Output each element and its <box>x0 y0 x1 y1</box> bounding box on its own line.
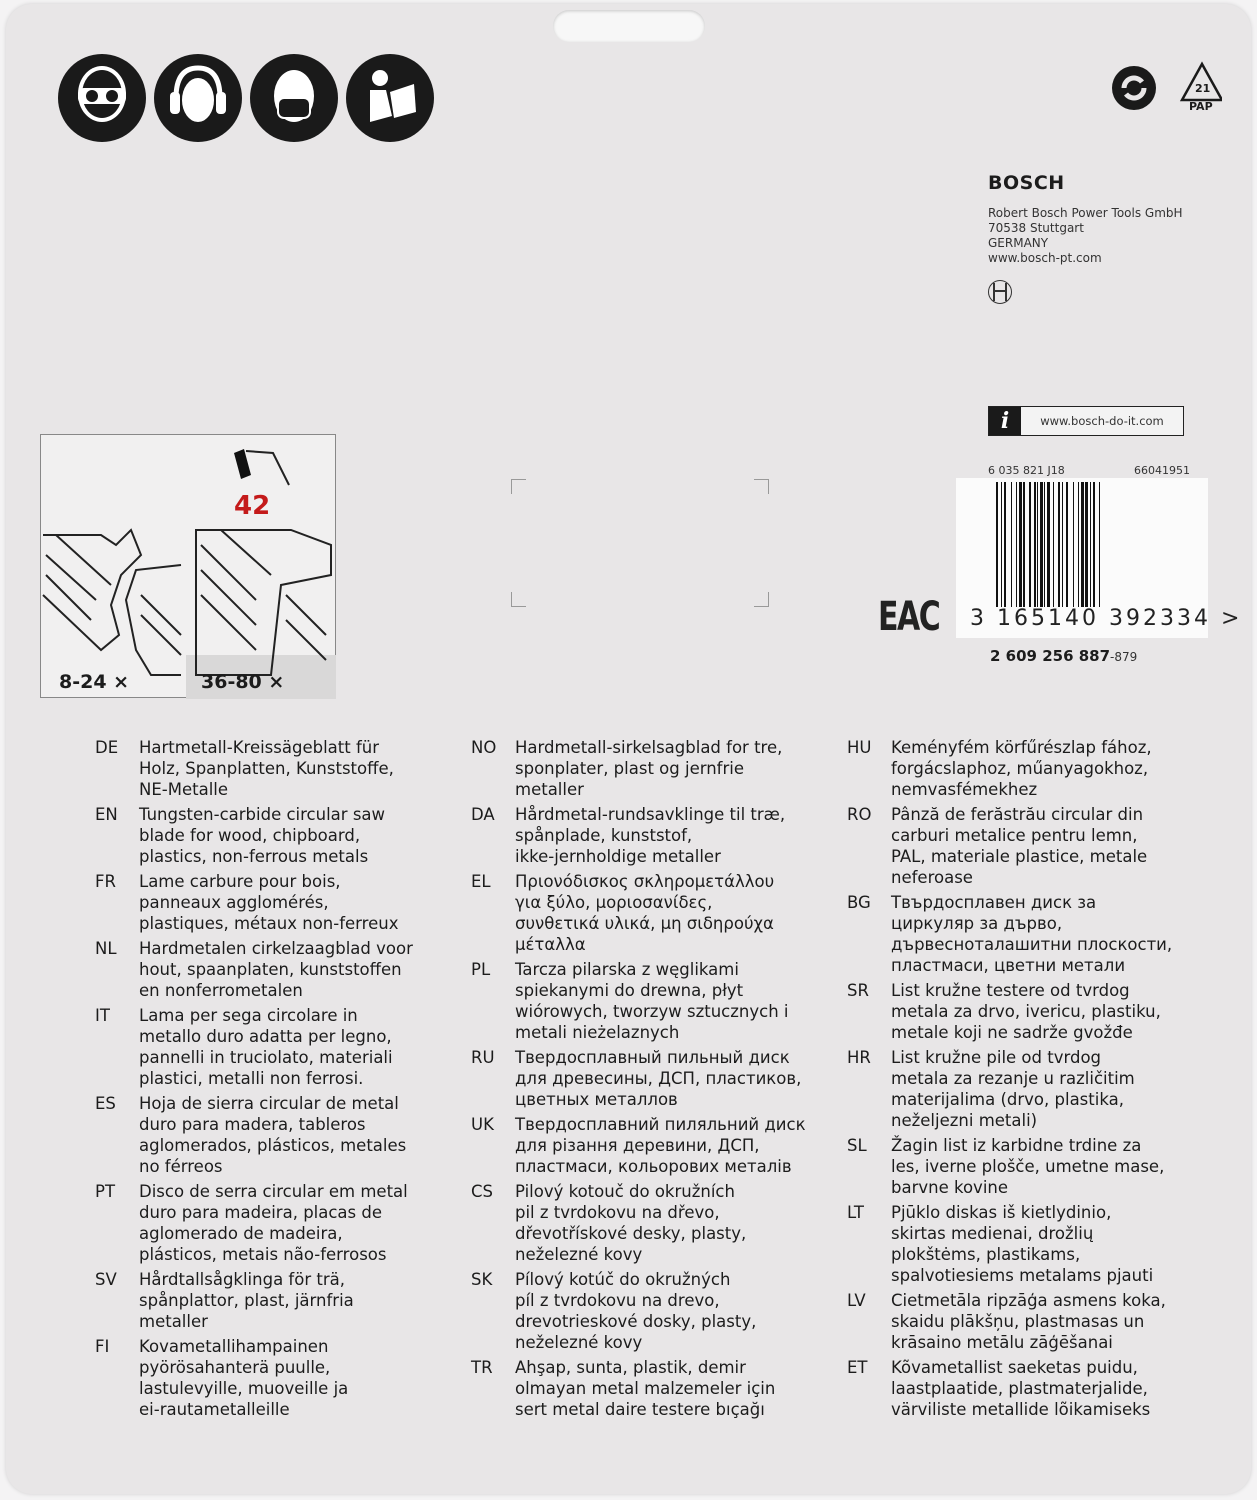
tooth-count: 42 <box>234 491 271 521</box>
description <box>891 737 1152 800</box>
description-line: spalvotiesiems metalams pjauti <box>891 1266 1154 1285</box>
language-code: ES <box>95 1094 116 1113</box>
language-entry <box>95 871 465 934</box>
description-line: spiekanymi do drewna, płyt <box>515 981 744 1000</box>
description-line: pyörösahanterä puulle, <box>139 1358 331 1377</box>
description <box>139 804 385 867</box>
description-line: Hoja de sierra circular de metal <box>139 1094 399 1113</box>
bosch-armature-icon <box>988 280 1012 304</box>
description-line: krāsaino metālu zāģēšanai <box>891 1333 1113 1352</box>
manufacturer-address <box>988 206 1183 266</box>
description-line: aglomerado de madeira, <box>139 1224 343 1243</box>
description-line: Lame carbure pour bois, <box>139 872 341 891</box>
description-line: Kovametallihampainen <box>139 1337 329 1356</box>
description-line: plastics, non-ferrous metals <box>139 847 369 866</box>
brand-name: BOSCH <box>988 172 1065 194</box>
description-line: sponplater, plast og jernfrie <box>515 759 744 778</box>
description-line: plásticos, metais não-ferrosos <box>139 1245 387 1264</box>
description-line: skirtas medienai, drožlių <box>891 1224 1094 1243</box>
description <box>891 892 1172 976</box>
description-line: Hårdtallsågklinga för trä, <box>139 1270 345 1289</box>
description <box>891 1290 1166 1353</box>
language-code: LV <box>847 1291 866 1310</box>
description-line: συνθετικά υλικά, μη σιδηρούχα <box>515 914 774 933</box>
description-line: duro para madera, tableros <box>139 1115 366 1134</box>
recycle-material: PAP <box>1189 100 1213 113</box>
language-entry <box>471 1357 841 1420</box>
cut-quality-illustration <box>41 435 337 699</box>
language-entry <box>471 737 841 800</box>
description-line: ikke-jernholdige metaller <box>515 847 721 866</box>
description-line: Lama per sega circolare in <box>139 1006 358 1025</box>
description-line: Hardmetalen cirkelzaagblad voor <box>139 939 413 958</box>
description-line: цветных металлов <box>515 1090 678 1109</box>
info-icon: i <box>989 407 1021 435</box>
description-line: blade for wood, chipboard, <box>139 826 361 845</box>
language-code: FI <box>95 1337 110 1356</box>
description <box>139 938 413 1001</box>
description-line: metaller <box>515 780 584 799</box>
language-code: HU <box>847 738 872 757</box>
language-code: PL <box>471 960 491 979</box>
language-code: EN <box>95 805 118 824</box>
description-line: Hardmetall-sirkelsagblad for tre, <box>515 738 783 757</box>
language-entry <box>847 980 1217 1043</box>
fine-cut-label: 36-80 × <box>201 671 285 693</box>
description-line: metaller <box>139 1312 208 1331</box>
language-code: SV <box>95 1270 117 1289</box>
language-entry <box>847 1047 1217 1131</box>
window-corner <box>511 592 526 607</box>
description <box>515 1181 746 1265</box>
description <box>891 804 1147 888</box>
hanger-hole <box>553 10 705 42</box>
description-line: Твърдосплавен диск за <box>891 893 1097 912</box>
description-line: пластмаси, цветни метали <box>891 956 1126 975</box>
language-code: EL <box>471 872 491 891</box>
address-line: GERMANY <box>988 236 1049 250</box>
description <box>515 959 788 1043</box>
description-line: olmayan metal malzemeler için <box>515 1379 776 1398</box>
language-code: PT <box>95 1182 116 1201</box>
description-line: píl z tvrdokovu na drevo, <box>515 1291 720 1310</box>
language-entry <box>95 1336 465 1420</box>
address-line: Robert Bosch Power Tools GmbH <box>988 206 1183 220</box>
language-code: IT <box>95 1006 110 1025</box>
description-line: Pjūklo diskas iš kietlydinio, <box>891 1203 1112 1222</box>
description <box>139 1269 354 1332</box>
barcode-right-code: 66041951 <box>1134 464 1190 477</box>
description-line: forgácslaphoz, műanyagokhoz, <box>891 759 1149 778</box>
description-line: Disco de serra circular em metal <box>139 1182 408 1201</box>
rough-cut-label: 8-24 × <box>59 671 130 693</box>
description-line: panneaux agglomérés, <box>139 893 329 912</box>
description-line: Pílový kotúč do okružných <box>515 1270 731 1289</box>
description-line: metala za drvo, ivericu, plastiku, <box>891 1002 1161 1021</box>
description-line: spånplade, kunststof, <box>515 826 693 845</box>
description-line: metala za rezanje u različitim <box>891 1069 1135 1088</box>
language-entry <box>471 804 841 867</box>
description-line: Žagin list iz karbidne trdine za <box>891 1136 1142 1155</box>
language-entry <box>471 1181 841 1265</box>
description-line: materijalima (drvo, plastika, <box>891 1090 1124 1109</box>
description <box>139 871 398 934</box>
window-corner <box>511 479 526 494</box>
language-code: TR <box>471 1358 493 1377</box>
description-line: neželezné kovy <box>515 1333 643 1352</box>
language-entry <box>847 737 1217 800</box>
description-line: plastici, metalli non ferrosi. <box>139 1069 364 1088</box>
description-line: Hartmetall-Kreissägeblatt für <box>139 738 380 757</box>
description-line: neželezné kovy <box>515 1245 643 1264</box>
language-code: NL <box>95 939 117 958</box>
description-line: drevotrieskové dosky, plasty, <box>515 1312 757 1331</box>
description-line: Ahşap, sunta, plastik, demir <box>515 1358 746 1377</box>
description-line: skaidu plākšņu, plastmasas un <box>891 1312 1145 1331</box>
language-code: UK <box>471 1115 494 1134</box>
description-line: no férreos <box>139 1157 223 1176</box>
description-line: metali nieżelaznych <box>515 1023 680 1042</box>
barcode-bar <box>1100 482 1102 607</box>
description-line: metale koji ne sadrže gvožđe <box>891 1023 1133 1042</box>
description-line: les, iverne plošče, umetne mase, <box>891 1157 1165 1176</box>
language-code: HR <box>847 1048 871 1067</box>
description-line: neželjezni metali) <box>891 1111 1038 1130</box>
language-code: SR <box>847 981 869 1000</box>
barcode-left-code: 6 035 821 J18 <box>988 464 1065 477</box>
description <box>515 804 785 867</box>
description-line: Pânză de ferăstrău circular din <box>891 805 1144 824</box>
language-code: BG <box>847 893 871 912</box>
description-line: carburi metalice pentru lemn, <box>891 826 1138 845</box>
description <box>515 1047 801 1110</box>
recycle-code: 21 <box>1195 82 1211 95</box>
description <box>515 1114 806 1177</box>
language-entry <box>95 1093 465 1177</box>
tooth-count-panel <box>40 434 336 698</box>
description <box>139 737 394 800</box>
description-line: Cietmetāla ripzāģa asmens koka, <box>891 1291 1166 1310</box>
description <box>139 1093 406 1177</box>
description <box>891 1047 1135 1131</box>
description-line: пластмаси, кольорових металів <box>515 1157 792 1176</box>
language-code: SL <box>847 1136 867 1155</box>
description-line: neferoase <box>891 868 973 887</box>
barcode-bars <box>996 482 1191 607</box>
language-code: SK <box>471 1270 493 1289</box>
language-entry <box>471 871 841 955</box>
description-line: для різання деревини, ДСП, <box>515 1136 760 1155</box>
info-url: www.bosch-do-it.com <box>1040 414 1164 428</box>
description-line: en nonferrometalen <box>139 981 303 1000</box>
description-line: dřevotřískové desky, plasty, <box>515 1224 747 1243</box>
language-entry <box>95 737 465 800</box>
language-entry <box>471 959 841 1043</box>
description-line: Твердосплавний пиляльний диск <box>515 1115 806 1134</box>
description-line: Kõvametallist saeketas puidu, <box>891 1358 1138 1377</box>
language-code: NO <box>471 738 497 757</box>
description <box>515 1269 756 1353</box>
language-column-2 <box>471 737 841 1424</box>
address-line: 70538 Stuttgart <box>988 221 1084 235</box>
safety-icons <box>58 54 434 142</box>
description-line: värviliste metallide lõikamiseks <box>891 1400 1151 1419</box>
window-corner <box>754 592 769 607</box>
language-entry <box>847 1202 1217 1286</box>
description-line: циркуляр за дърво, <box>891 914 1063 933</box>
description <box>515 1357 775 1420</box>
description <box>891 1202 1153 1286</box>
description <box>515 737 782 800</box>
language-column-1 <box>95 737 465 1424</box>
description-line: List kružne testere od tvrdog <box>891 981 1130 1000</box>
language-entry <box>95 1269 465 1332</box>
description-line: metallo duro adatta per legno, <box>139 1027 392 1046</box>
language-code: FR <box>95 872 116 891</box>
description-line: Hårdmetal-rundsavklinge til træ, <box>515 805 786 824</box>
description-line: pil z tvrdokovu na dřevo, <box>515 1203 720 1222</box>
language-code: DE <box>95 738 119 757</box>
description-line: για ξύλο, μοριοσανίδες, <box>515 893 713 912</box>
description <box>515 871 774 955</box>
description-line: дървесноталашитни плоскости, <box>891 935 1173 954</box>
language-entry <box>95 938 465 1001</box>
recycling-marks <box>1112 60 1222 124</box>
language-entry <box>847 1135 1217 1198</box>
description <box>891 980 1161 1043</box>
dust-mask-icon <box>250 54 338 142</box>
language-entry <box>471 1047 841 1110</box>
description-line: ei-rautametalleille <box>139 1400 290 1419</box>
description-line: Твердосплавный пильный диск <box>515 1048 790 1067</box>
description-line: List kružne pile od tvrdog <box>891 1048 1102 1067</box>
hearing-protection-icon <box>154 54 242 142</box>
description-line: aglomerados, plásticos, metales <box>139 1136 407 1155</box>
description <box>139 1005 393 1089</box>
description-line: hout, spaanplaten, kunststoffen <box>139 960 402 979</box>
eac-mark: EAC <box>878 594 940 640</box>
language-entry <box>847 1357 1217 1420</box>
description-line: sert metal daire testere bıçağı <box>515 1400 765 1419</box>
article-main: 2 609 256 887 <box>990 647 1111 665</box>
description-line: wiórowych, tworzyw sztucznych i <box>515 1002 789 1021</box>
eye-protection-icon <box>58 54 146 142</box>
language-code: ET <box>847 1358 868 1377</box>
barcode-number: 3 165140 392334 > <box>970 606 1243 631</box>
description-line: duro para madeira, placas de <box>139 1203 383 1222</box>
language-entry <box>95 1181 465 1265</box>
info-box <box>988 406 1184 436</box>
description-line: Holz, Spanplatten, Kunststoffe, <box>139 759 394 778</box>
description-line: plastiques, métaux non-ferreux <box>139 914 399 933</box>
description <box>139 1181 408 1265</box>
description-line: PAL, materiale plastice, metale <box>891 847 1148 866</box>
description-line: μέταλλα <box>515 935 586 954</box>
description-line: NE-Metalle <box>139 780 229 799</box>
description-line: nemvasfémekhez <box>891 780 1038 799</box>
language-code: RO <box>847 805 872 824</box>
description <box>139 1336 348 1420</box>
language-entry <box>471 1114 841 1177</box>
description-line: Pilový kotouč do okružních <box>515 1182 735 1201</box>
description-line: Tungsten-carbide circular saw <box>139 805 386 824</box>
description <box>891 1135 1164 1198</box>
language-entry <box>471 1269 841 1353</box>
language-entry <box>847 892 1217 976</box>
language-code: DA <box>471 805 495 824</box>
window-corner <box>754 479 769 494</box>
description-line: Tarcza pilarska z węglikami <box>515 960 739 979</box>
language-entry <box>847 1290 1217 1353</box>
description-line: spånplattor, plast, järnfria <box>139 1291 354 1310</box>
language-entry <box>95 804 465 867</box>
language-column-3 <box>847 737 1217 1424</box>
description-line: plokštėms, plastikams, <box>891 1245 1081 1264</box>
description-line: Πριονόδισκος σκληρομετάλλου <box>515 872 775 891</box>
language-entry <box>95 1005 465 1089</box>
read-manual-icon <box>346 54 434 142</box>
barcode <box>956 478 1243 638</box>
description-line: laastplaatide, plastmaterjalide, <box>891 1379 1148 1398</box>
language-entry <box>847 804 1217 888</box>
description-line: Keményfém körfűrészlap fához, <box>891 738 1152 757</box>
description-line: barvne kovine <box>891 1178 1009 1197</box>
description-line: lastulevyille, muoveille ja <box>139 1379 349 1398</box>
language-code: LT <box>847 1203 864 1222</box>
language-code: RU <box>471 1048 495 1067</box>
description-line: pannelli in truciolato, materiali <box>139 1048 393 1067</box>
description <box>891 1357 1150 1420</box>
description-line: для древесины, ДСП, пластиков, <box>515 1069 802 1088</box>
article-number <box>990 647 1137 665</box>
language-code: CS <box>471 1182 493 1201</box>
article-suffix: -879 <box>1110 650 1138 664</box>
website-link: www.bosch-pt.com <box>988 251 1102 265</box>
green-dot-icon <box>1112 66 1156 110</box>
